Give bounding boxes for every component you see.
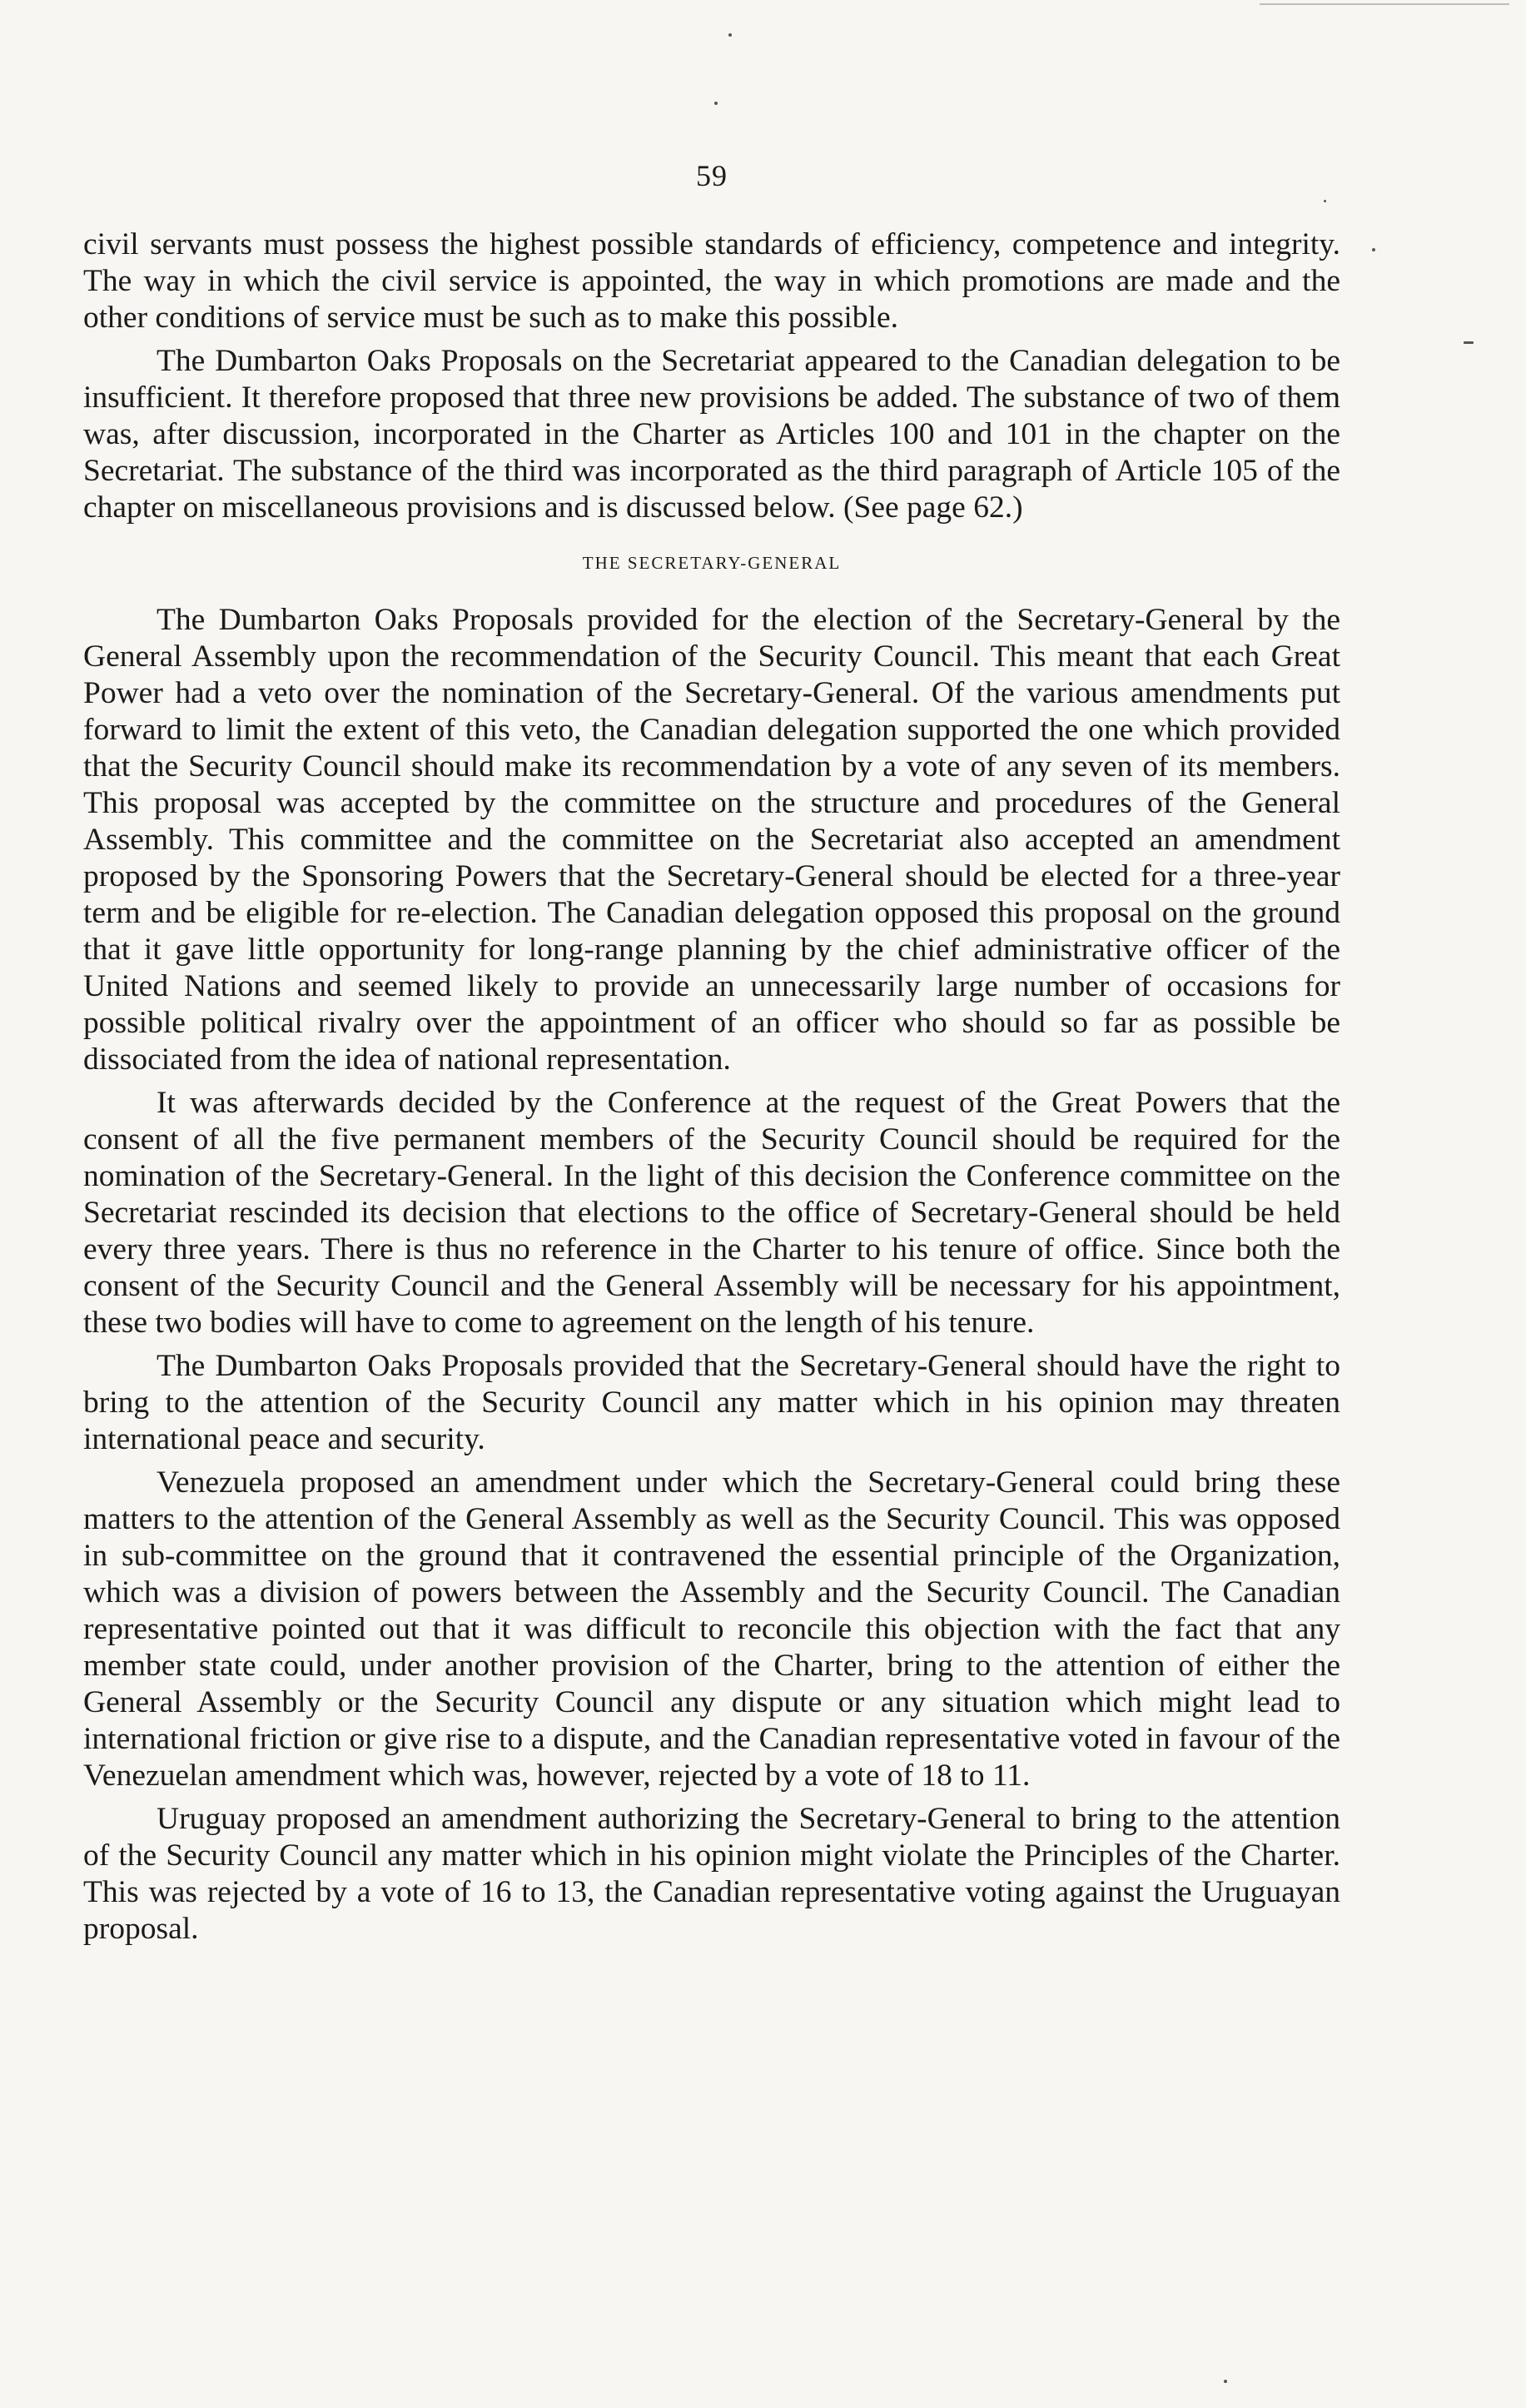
- scan-edge-rule: [1260, 3, 1509, 5]
- paragraph-consent: It was afterwards decided by the Conference at the request of the Great Powers that the consent of all the five permanent members of the Security Council should be required for the nomination of the Secretary-General. In the light of this decision the Conference committee on the Secretariat rescinded its decision that elections to the office of Secretary-General should be held every three years. There is thus no reference in the Charter to his tenure of office. Since both the consent of the Security Council and the General Assembly will be necessary for his appointment, these two bodies will have to come to agreement on the length of his tenure.: [83, 1086, 1340, 1340]
- paragraph-venezuela: Venezuela proposed an amendment under which the Secretary-General could bring these matters to the attention of the General Assembly as well as the Security Council. This was opposed in sub-committee on the ground that it contravened the essential principle of the Organization, which was a division of powers between the Assembly and the Security Council. The Canadian representative pointed out that it was difficult to reconcile this objection with the fact that any member state could, under another provision of the Charter, bring to the attention of either the General Assembly or the Security Council any dispute or any situation which might lead to international friction or give rise to a dispute, and the Canadian representative voted in favour of the Venezuelan amendment which was, however, rejected by a vote of 18 to 11.: [83, 1465, 1340, 1793]
- document-page: [83, 158, 1340, 1954]
- paragraph-right-to-bring: The Dumbarton Oaks Proposals provided that the Secretary-General should have the right to bring to the attention of the Security Council any matter which in his opinion may threaten international peace and security.: [83, 1349, 1340, 1456]
- paragraph-uruguay: Uruguay proposed an amendment authorizing the Secretary-General to bring to the attention of the Security Council any matter which in his opinion might violate the Principles of the Charter. This was rejected by a vote of 16 to 13, the Canadian representative voting against the Uruguayan proposal.: [83, 1802, 1340, 1946]
- scan-speck: [1224, 2380, 1227, 2383]
- scan-speck: [728, 33, 732, 37]
- paragraph-secretariat-proposals: The Dumbarton Oaks Proposals on the Secretariat appeared to the Canadian delegation to be insufficient. It therefore proposed that three new provisions be added. The substance of two of them was, after discussion, incorporated in the Charter as Articles 100 and 101 in the chapter on the Secretariat. The substance of the third was incorporated as the third paragraph of Article 105 of the chapter on miscellaneous provisions and is discussed below. (See page 62.): [83, 344, 1340, 525]
- scan-speck: [714, 102, 718, 105]
- scan-speck: [1324, 200, 1326, 202]
- scan-speck: [1464, 341, 1474, 344]
- paragraph-continuation: civil servants must possess the highest possible standards of efficiency, competence and integrity. The way in which the civil service is appointed, the way in which promotions are made and the other conditions of service must be such as to make this possible.: [83, 227, 1340, 335]
- paragraph-election: The Dumbarton Oaks Proposals provided for the election of the Secretary-General by the General Assembly upon the recommendation of the Security Council. This meant that each Great Power had a veto over the nomination of the Secretary-General. Of the various amendments put forward to limit the extent of this veto, the Canadian delegation supported the one which provided that the Security Council should make its recommendation by a vote of any seven of its members. This proposal was accepted by the committee on the structure and procedures of the General Assembly. This committee and the committee on the Secretariat also accepted an amendment proposed by the Sponsoring Powers that the Secretary-General should be elected for a three-year term and be eligible for re-election. The Canadian delegation opposed this proposal on the ground that it gave little opportunity for long-range planning by the chief administrative officer of the United Nations and seemed likely to provide an unnecessarily large number of occasions for possible political rivalry over the appointment of an officer who should so far as possible be dissociated from the idea of national representation.: [83, 603, 1340, 1077]
- scan-speck: [1372, 248, 1375, 251]
- section-heading: THE SECRETARY-GENERAL: [582, 553, 842, 573]
- page-number: 59: [696, 159, 728, 192]
